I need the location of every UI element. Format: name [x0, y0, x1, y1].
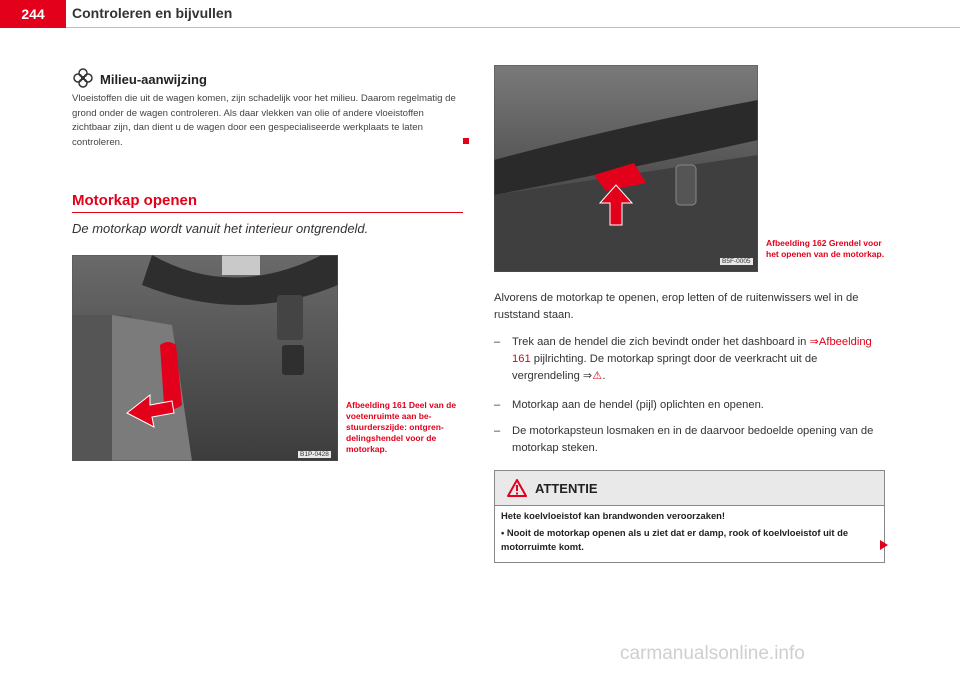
flower-environment-icon: [72, 67, 94, 89]
figure-161-code: B1P-0428: [300, 451, 329, 458]
section-rule: [72, 212, 463, 213]
figure-162-image: [494, 65, 758, 272]
warning-triangle-icon: [507, 479, 527, 502]
page-number: 244: [0, 0, 66, 28]
step-dash: –: [494, 399, 501, 411]
step-text-cont: pijlrichting. De motorkap springt door de veerkracht uit de vergrendeling ⇒: [512, 353, 818, 382]
step-text: Motorkap aan de hendel (pijl) oplichten en openen.: [512, 399, 764, 411]
warning-header: [495, 471, 884, 506]
warning-line-2: • Nooit de motorkap openen als u ziet dat er damp, rook of koelvloeistof uit de motorruimte komt.: [501, 527, 849, 552]
figure-161-image: [72, 255, 338, 461]
figure-162-code: B5F-0005: [722, 258, 751, 265]
warning-title: ATTENTIE: [535, 481, 598, 496]
warning-box: [494, 470, 885, 563]
figure-162-caption: Afbeelding 162 Grendel voor het openen van de motorkap.: [766, 238, 885, 259]
step-dash: –: [494, 425, 501, 437]
step-end: .: [602, 370, 606, 382]
figure-161-link[interactable]: ⇒Afbeelding 161: [512, 336, 872, 365]
warning-line-1: Hete koelvloeistof kan brandwonden veroorzaken!: [501, 510, 726, 521]
continue-arrow-icon: [880, 540, 888, 550]
environment-note-title: Milieu-aanwijzing: [100, 72, 207, 87]
step-text: Trek aan de hendel die zich bevindt onder het dashboard in: [512, 336, 810, 348]
watermark: carmanualsonline.info: [620, 643, 805, 664]
step-dash: –: [494, 336, 501, 348]
page-header: [0, 0, 960, 32]
environment-note-body: Vloeistoffen die uit de wagen komen, zijn schadelijk voor het milieu. Daarom regelmatig de grond onder de wagen controleren. Als daar vlekken van olie of andere vloeistoffen zichtbaar zijn, dan dient u de wagen door een gespecialiseerde werkplaats te laten controleren.: [72, 93, 456, 148]
section-subtitle: De motorkap wordt vanuit het interieur ontgrendeld.: [72, 221, 369, 236]
running-title: Controleren en bijvullen: [72, 5, 233, 21]
step-text: De motorkapsteun losmaken en in de daarvoor bedoelde opening van de motorkap steken.: [512, 425, 874, 454]
section-end-marker: [463, 138, 469, 144]
header-rule: [66, 27, 960, 28]
section-title: Motorkap openen: [72, 192, 198, 209]
warning-ref-icon[interactable]: ⚠: [592, 370, 603, 382]
intro-paragraph: Alvorens de motorkap te openen, erop letten of de ruitenwissers wel in de ruststand staan.: [494, 292, 859, 321]
figure-161-caption: Afbeelding 161 Deel van de voetenruimte aan be-stuurderszijde: ontgren-delingshendel voor de motorkap.: [346, 400, 457, 454]
